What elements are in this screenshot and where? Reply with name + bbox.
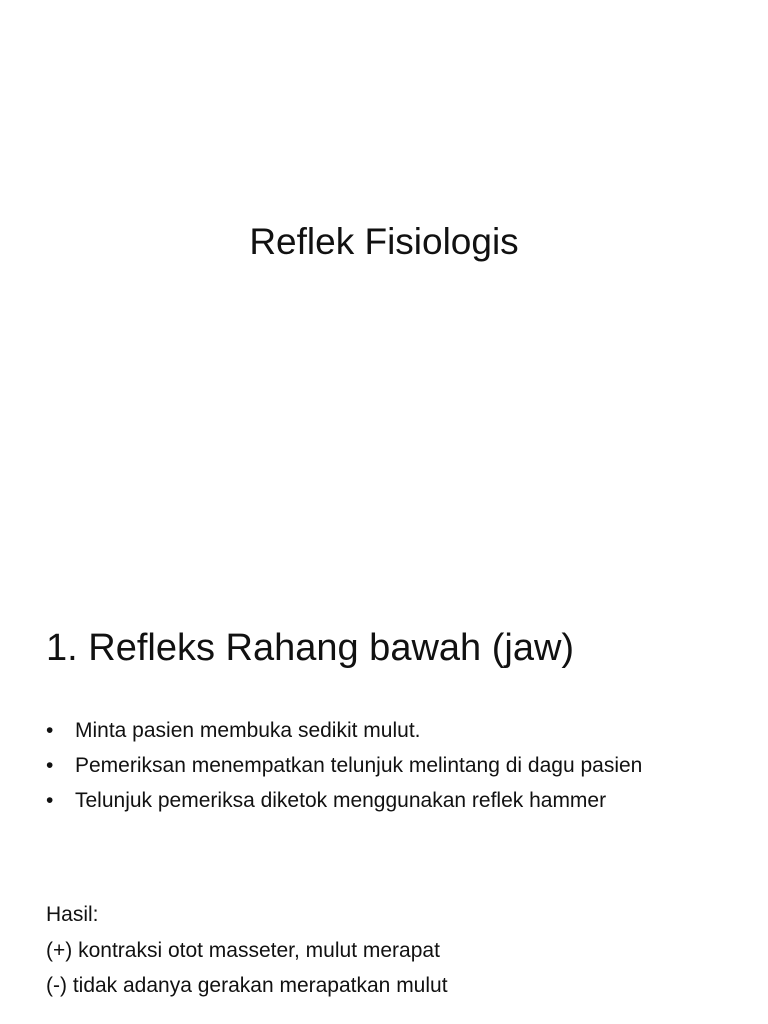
bullet-icon: • — [46, 754, 54, 777]
bullet-icon: • — [46, 719, 54, 742]
list-item-text: Pemeriksan menempatkan telunjuk melintang di dagu pasien — [75, 754, 643, 777]
list-item — [46, 748, 642, 783]
list-item — [46, 783, 642, 818]
list-item — [46, 713, 642, 748]
result-positive: (+) kontraksi otot masseter, mulut merapat — [46, 938, 440, 962]
bullet-icon: • — [46, 789, 54, 812]
result-negative: (-) tidak adanya gerakan merapatkan mulut — [46, 974, 448, 997]
slide-title: Reflek Fisiologis — [249, 221, 519, 262]
result-block — [46, 897, 448, 1004]
list-item-text: Telunjuk pemeriksa diketok menggunakan reflek hammer — [75, 789, 607, 812]
list-item-text: Minta pasien membuka sedikit mulut. — [75, 719, 421, 742]
result-label: Hasil: — [46, 903, 99, 926]
section-heading: 1. Refleks Rahang bawah (jaw) — [46, 627, 575, 669]
bullet-list — [46, 713, 642, 818]
